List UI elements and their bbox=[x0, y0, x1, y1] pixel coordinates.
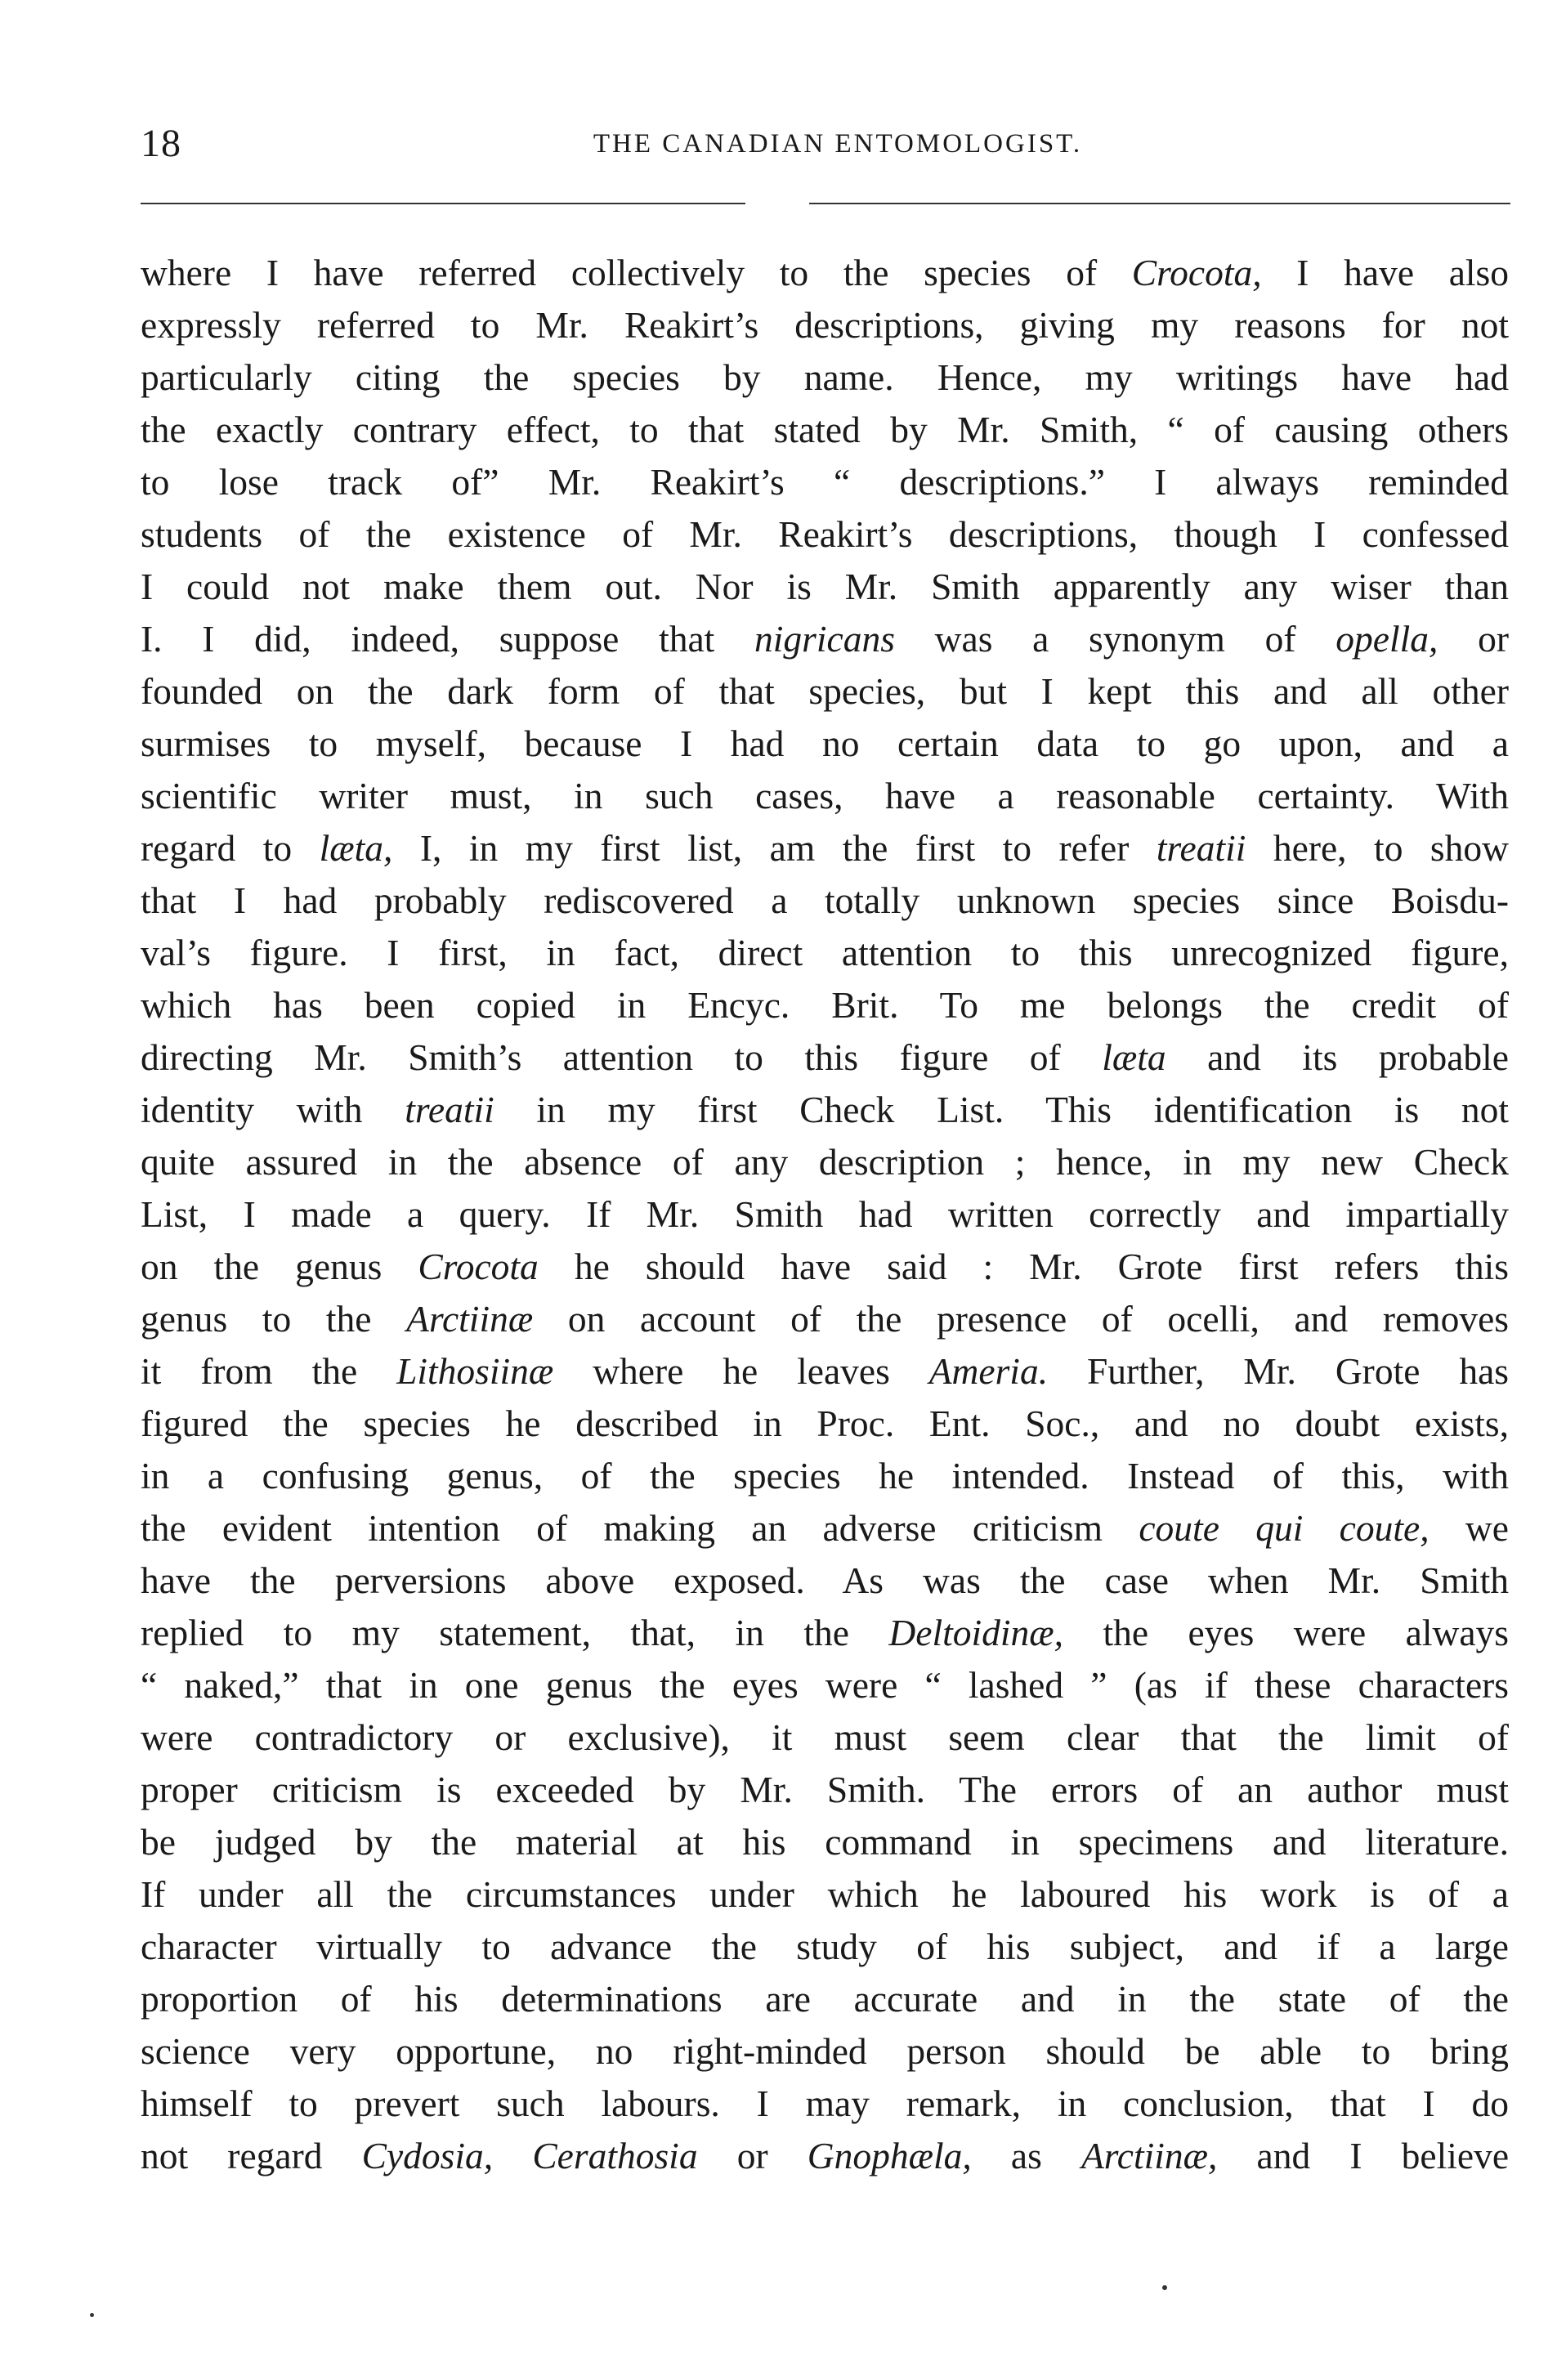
text-run: I could not make them out. Nor is Mr. Smith apparently any wiser than bbox=[141, 566, 1509, 607]
text-line bbox=[141, 927, 1509, 979]
text-line bbox=[141, 1659, 1509, 1711]
italic-term: Lithosiinæ bbox=[396, 1350, 554, 1392]
text-run: here, to show bbox=[1246, 827, 1509, 869]
text-run: science very opportune, no right-minded person should be able to bring bbox=[141, 2030, 1509, 2072]
italic-term: Cydosia, bbox=[361, 2135, 494, 2176]
text-run: be judged by the material at his command in specimens and literature. bbox=[141, 1821, 1509, 1863]
text-run: scientific writer must, in such cases, have a reasonable certainty. With bbox=[141, 775, 1509, 816]
text-run: or bbox=[1438, 618, 1509, 660]
running-head: THE CANADIAN ENTOMOLOGIST. bbox=[593, 129, 1083, 159]
italic-term: Ameria. bbox=[928, 1350, 1049, 1392]
text-run: where I have referred collectively to the species of bbox=[141, 252, 1132, 293]
print-speck bbox=[90, 2313, 94, 2317]
italic-term: Gnophæla, bbox=[807, 2135, 972, 2176]
text-line bbox=[141, 2078, 1509, 2130]
text-run: proper criticism is exceeded by Mr. Smith. The errors of an author must bbox=[141, 1769, 1509, 1810]
text-line bbox=[141, 351, 1509, 404]
text-run: it from the bbox=[141, 1350, 397, 1392]
text-run: identity with bbox=[141, 1089, 405, 1130]
italic-term: Cerathosia bbox=[532, 2135, 698, 2176]
text-line bbox=[141, 1868, 1509, 1921]
text-run: quite assured in the absence of any description ; hence, in my new Check bbox=[141, 1141, 1509, 1183]
text-run: figured the species he described in Proc. Ent. Soc., and no doubt exists, bbox=[141, 1402, 1509, 1444]
text-run: regard to bbox=[141, 827, 320, 869]
text-line bbox=[141, 1031, 1509, 1084]
text-line bbox=[141, 2130, 1509, 2182]
text-line bbox=[141, 1188, 1509, 1241]
page-header bbox=[141, 121, 1510, 178]
text-line bbox=[141, 1241, 1509, 1293]
text-run: surmises to myself, because I had no certain data to go upon, and a bbox=[141, 722, 1509, 764]
text-line bbox=[141, 1136, 1509, 1188]
text-run: If under all the circumstances under which he laboured his work is of a bbox=[141, 1873, 1509, 1915]
text-line bbox=[141, 665, 1509, 718]
page-number: 18 bbox=[141, 122, 181, 165]
text-run: the exactly contrary effect, to that stated by Mr. Smith, “ of causing others bbox=[141, 409, 1509, 450]
italic-term: treatii bbox=[405, 1089, 494, 1130]
text-line bbox=[141, 2025, 1509, 2078]
italic-term: coute qui coute, bbox=[1139, 1507, 1429, 1549]
text-line bbox=[141, 822, 1509, 875]
text-run: we bbox=[1429, 1507, 1509, 1549]
text-line bbox=[141, 1345, 1509, 1398]
text-line bbox=[141, 979, 1509, 1031]
text-line bbox=[141, 718, 1509, 770]
text-run: himself to prevert such labours. I may remark, in conclusion, that I do bbox=[141, 2082, 1509, 2124]
text-run: to lose track of” Mr. Reakirt’s “ descriptions.” I always reminded bbox=[141, 461, 1509, 503]
text-run: in my first Check List. This identification is not bbox=[494, 1089, 1509, 1130]
text-line bbox=[141, 770, 1509, 822]
text-run: founded on the dark form of that species, but I kept this and all other bbox=[141, 670, 1509, 712]
text-run: Further, Mr. Grote has bbox=[1048, 1350, 1509, 1392]
header-rule-right bbox=[809, 203, 1510, 204]
text-line bbox=[141, 1816, 1509, 1868]
text-run: I, in my first list, am the first to refer bbox=[392, 827, 1157, 869]
italic-term: nigricans bbox=[754, 618, 895, 660]
text-line bbox=[141, 404, 1509, 456]
text-line bbox=[141, 875, 1509, 927]
text-line bbox=[141, 1293, 1509, 1345]
italic-term: Crocota, bbox=[1131, 252, 1262, 293]
text-run: and its probable bbox=[1166, 1036, 1509, 1078]
text-run: directing Mr. Smith’s attention to this figure of bbox=[141, 1036, 1103, 1078]
text-line bbox=[141, 1921, 1509, 1973]
text-run: val’s figure. I first, in fact, direct attention to this unrecognized figure, bbox=[141, 932, 1509, 973]
text-line bbox=[141, 247, 1509, 299]
text-line bbox=[141, 508, 1509, 561]
italic-term: treatii bbox=[1156, 827, 1246, 869]
body-text bbox=[141, 247, 1509, 2182]
italic-term: læta bbox=[1102, 1036, 1166, 1078]
text-run: List, I made a query. If Mr. Smith had written correctly and impartially bbox=[141, 1193, 1509, 1235]
text-run: proportion of his determinations are accurate and in the state of the bbox=[141, 1978, 1509, 2020]
text-line bbox=[141, 456, 1509, 508]
text-run: genus to the bbox=[141, 1298, 407, 1340]
text-run: particularly citing the species by name. Hence, my writings have had bbox=[141, 356, 1509, 398]
text-run: and I believe bbox=[1217, 2135, 1510, 2176]
text-run: character virtually to advance the study of his subject, and if a large bbox=[141, 1926, 1509, 1967]
text-run bbox=[493, 2135, 532, 2176]
text-run: that I had probably rediscovered a totally unknown species since Boisdu- bbox=[141, 879, 1509, 921]
text-run: as bbox=[971, 2135, 1081, 2176]
text-run: or bbox=[697, 2135, 808, 2176]
text-line bbox=[141, 1450, 1509, 1502]
text-line bbox=[141, 1607, 1509, 1659]
text-run: “ naked,” that in one genus the eyes were “ lashed ” (as if these characters bbox=[141, 1664, 1509, 1706]
text-line bbox=[141, 1711, 1509, 1764]
text-run: not regard bbox=[141, 2135, 362, 2176]
italic-term: Crocota bbox=[418, 1246, 539, 1287]
text-run: on the genus bbox=[141, 1246, 418, 1287]
text-line bbox=[141, 1764, 1509, 1816]
text-line bbox=[141, 561, 1509, 613]
italic-term: Deltoidinæ, bbox=[888, 1612, 1063, 1653]
print-speck bbox=[1162, 2285, 1167, 2290]
text-run: which has been copied in Encyc. Brit. To me belongs the credit of bbox=[141, 984, 1509, 1026]
text-run: I. I did, indeed, suppose that bbox=[141, 618, 755, 660]
italic-term: Arctiinæ bbox=[406, 1298, 534, 1340]
header-rule-left bbox=[141, 203, 745, 204]
text-run: where he leaves bbox=[553, 1350, 929, 1392]
text-run: expressly referred to Mr. Reakirt’s descriptions, giving my reasons for not bbox=[141, 304, 1509, 346]
italic-term: opella, bbox=[1336, 618, 1438, 660]
text-run: students of the existence of Mr. Reakirt’s descriptions, though I confessed bbox=[141, 513, 1509, 555]
text-line bbox=[141, 1398, 1509, 1450]
text-line bbox=[141, 1555, 1509, 1607]
text-run: have the perversions above exposed. As was the case when Mr. Smith bbox=[141, 1559, 1509, 1601]
text-run: replied to my statement, that, in the bbox=[141, 1612, 889, 1653]
text-line bbox=[141, 1973, 1509, 2025]
text-run: the evident intention of making an adverse criticism bbox=[141, 1507, 1139, 1549]
text-line bbox=[141, 299, 1509, 351]
italic-term: læta, bbox=[319, 827, 393, 869]
text-run: in a confusing genus, of the species he intended. Instead of this, with bbox=[141, 1455, 1509, 1496]
text-run: I have also bbox=[1261, 252, 1509, 293]
text-line bbox=[141, 1502, 1509, 1555]
text-run: the eyes were always bbox=[1063, 1612, 1510, 1653]
text-line bbox=[141, 613, 1509, 665]
text-run: was a synonym of bbox=[894, 618, 1336, 660]
text-run: on account of the presence of ocelli, and removes bbox=[533, 1298, 1510, 1340]
text-line bbox=[141, 1084, 1509, 1136]
italic-term: Arctiinæ, bbox=[1081, 2135, 1218, 2176]
text-run: were contradictory or exclusive), it must seem clear that the limit of bbox=[141, 1716, 1509, 1758]
text-run: he should have said : Mr. Grote first refers this bbox=[538, 1246, 1509, 1287]
